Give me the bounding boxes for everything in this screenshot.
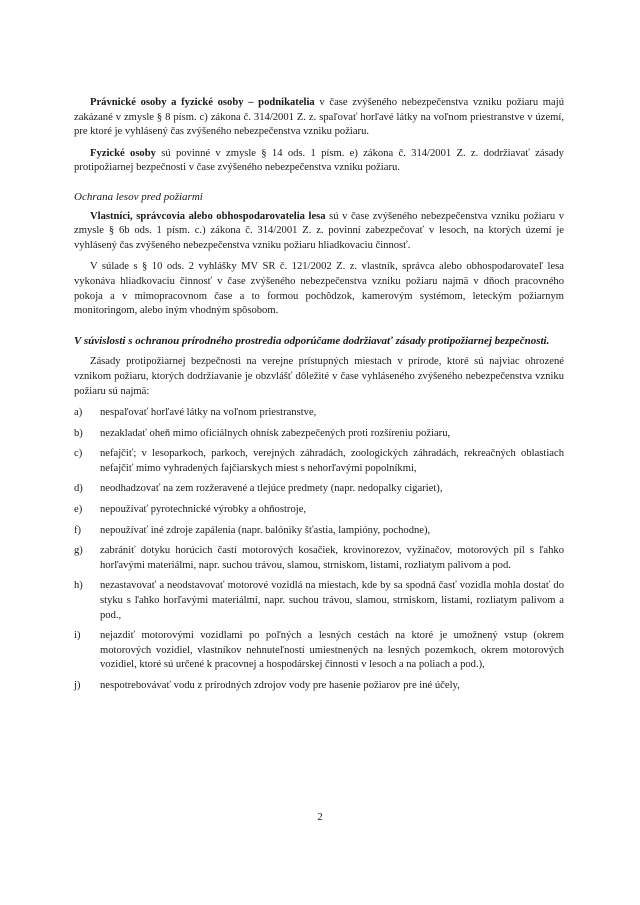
- list-item-marker: h): [74, 580, 83, 592]
- list-item: [74, 427, 564, 442]
- list-item-text: nejazdiť motorovými vozidlami po poľných a lesných cestách na ktoré je umožnený vstup (okrem motorových vozidiel, vlastníkov nehnuteľností umiestnených na lesných pozemkoch, okrem motorových vozidiel, ktoré sú určené k pracovnej a hospodárskej činnosti v lesoch a na poliach a pod.),: [100, 630, 564, 671]
- paragraph-lead-bold: Vlastníci, správcovia alebo obhospodarovatelia lesa: [90, 210, 326, 222]
- list-item: [74, 503, 564, 518]
- list-item-marker: j): [74, 680, 81, 691]
- paragraph-safety-principles: Zásady protipožiarnej bezpečnosti na verejne prístupných miestach v prírode, ktoré sú najviac ohrozené vznikom požiaru, ktorých dodržiavanie je obzvlášť dôležité v čase vyhláseného zvýšeného nebezpečenstva vzniku požiaru sú najmä:: [74, 356, 564, 397]
- list-item-text: neodhadzovať na zem rozžeravené a tlejúce predmety (napr. nedopalky cigariet),: [100, 483, 443, 495]
- page-number: 2: [317, 811, 323, 823]
- paragraph-body: sú v čase zvýšeného nebezpečenstva vzniku požiaru v zmysle § 6b ods. 1 písm. c.) zákona č. 314/2001 Z. z. povinní zabezpečovať v lesoch, na ktorých území je vyhlásený čas zvýšeného nebezpečenstva vzniku požiaru hliadkovaciu činnosť.: [74, 210, 564, 251]
- paragraph-lead-bold: Právnické osoby a fyzické osoby – podnikatelia: [90, 97, 315, 108]
- list-item: [74, 406, 564, 421]
- list-item-text: nespaľovať horľavé látky na voľnom priestranstve,: [100, 407, 317, 419]
- list-item-marker: a): [74, 407, 83, 419]
- list-item-text: nezastavovať a neodstavovať motorové vozidlá na miestach, kde by sa spodná časť vozidla mohla dostať do styku s ľahko horľavými materiálmi, napr. suchou trávou, slamou, strniskom, listami, rozliatym palivom a pod.,: [100, 580, 564, 621]
- list-item-text: nepoužívať pyrotechnické výrobky a ohňostroje,: [100, 504, 307, 516]
- paragraph-forest-owners: [74, 210, 564, 254]
- list-item-marker: f): [74, 524, 82, 536]
- list-item-text: nezakladať oheň mimo oficiálnych ohnísk zabezpečených proti rozšíreniu požiaru,: [100, 427, 451, 439]
- list-item: [74, 524, 564, 539]
- paragraph-legal-persons: [74, 96, 564, 140]
- list-item-text: nepoužívať iné zdroje zapálenia (napr. balóniky šťastia, lampióny, pochodne),: [100, 524, 431, 536]
- forest-protection-heading: Ochrana lesov pred požiarmi: [74, 190, 203, 203]
- nature-protection-heading: V súvislosti s ochranou prírodného prostredia odporúčame dodržiavať zásady protipožiarnej bezpečnosti.: [74, 334, 550, 347]
- list-item-marker: e): [74, 504, 83, 516]
- list-item: [74, 679, 564, 694]
- list-item: [74, 629, 564, 673]
- safety-rules-list: [74, 406, 564, 694]
- list-item-marker: c): [74, 448, 83, 460]
- list-item: [74, 544, 564, 573]
- list-item: [74, 579, 564, 623]
- list-item: [74, 447, 564, 476]
- list-item-text: nespotrebovávať vodu z prírodných zdrojov vody pre hasenie požiarov pre iné účely,: [100, 680, 460, 691]
- list-item-text: zabrániť dotyku horúcich častí motorových kosačiek, krovinorezov, vyžínačov, motorových píl s ľahko horľavými materiálmi, napr. suchou trávou, slamou, strniskom, listami, rozliatym palivom a pod.: [100, 545, 564, 571]
- paragraph-lead-bold: Fyzické osoby: [90, 147, 156, 159]
- list-item-marker: i): [74, 630, 81, 642]
- list-item-marker: d): [74, 483, 83, 495]
- paragraph-body: sú povinné v zmysle § 14 ods. 1 písm. e) zákona č. 314/2001 Z. z. dodržiavať zásady protipožiarnej bezpečnosti v čase zvýšeného nebezpečenstva vzniku požiaru.: [74, 147, 564, 174]
- paragraph-natural-persons: [74, 147, 564, 176]
- list-item: [74, 482, 564, 497]
- list-item-marker: b): [74, 427, 83, 439]
- list-item-text: nefajčiť; v lesoparkoch, parkoch, verejných záhradách, zoologických záhradách, rekreačných oblastiach nefajčiť mimo vyhradených fajčiarskych miest s nehorľavými popolníkmi,: [100, 448, 564, 474]
- document-page: [74, 96, 564, 700]
- paragraph-patrol-activity: V súlade s § 10 ods. 2 vyhlášky MV SR č. 121/2002 Z. z. vlastník, správca alebo obhospodarovateľ lesa vykonáva hliadkovaciu činnosť v čase zvýšeného nebezpečenstva vzniku požiaru najmä v dňoch pracovného pokoja a v mimopracovnom čase a to formou pochôdzok, kamerovým systémom, leteckým požiarnym monitoringom, alebo iným vhodným spôsobom.: [74, 261, 564, 317]
- paragraph-body: v čase zvýšeného nebezpečenstva vzniku požiaru majú zakázané v zmysle § 8 písm. c) zákona č. 314/2001 Z. z. spaľovať horľavé látky na voľnom priestranstve v území, pre ktoré je vyhlásený čas zvýšeného nebezpečenstva vzniku požiaru.: [74, 97, 564, 138]
- list-item-marker: g): [74, 545, 83, 557]
